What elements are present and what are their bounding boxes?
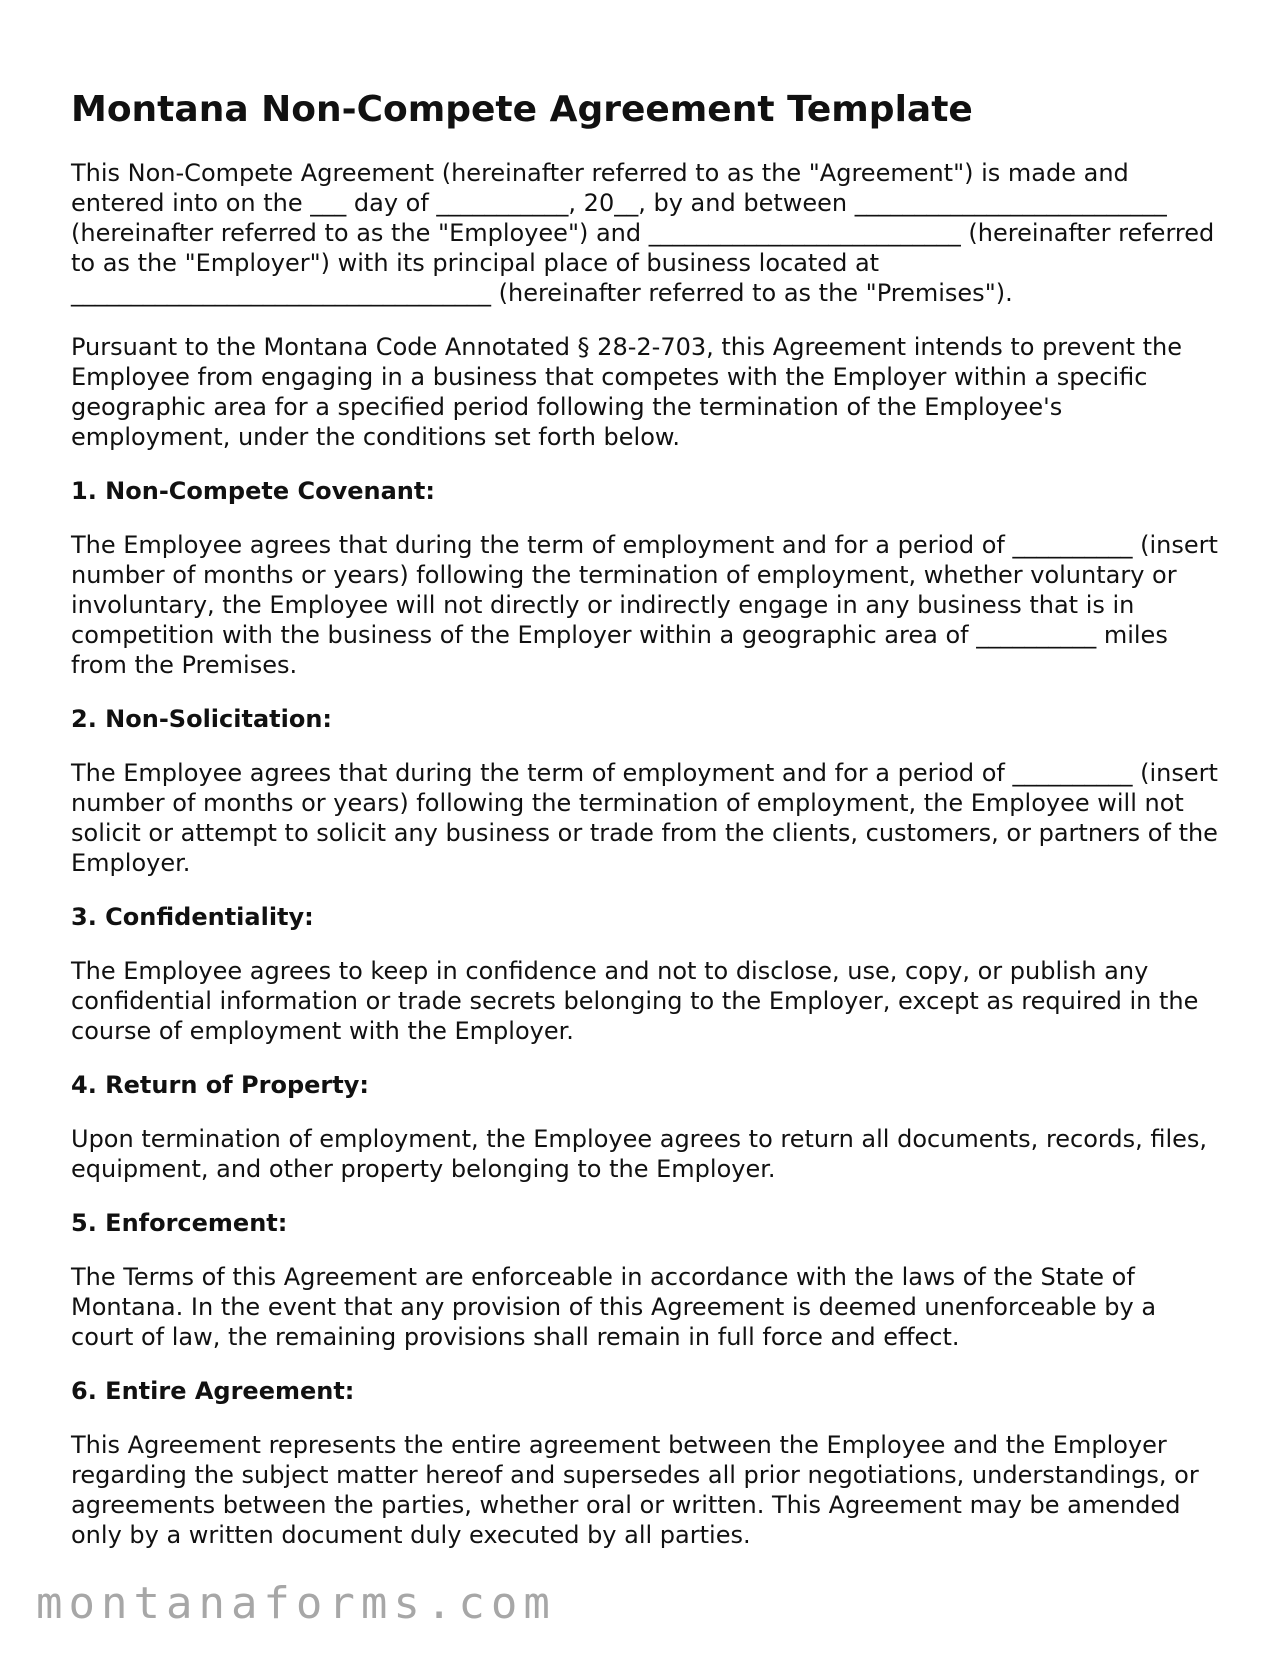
section-heading-enforcement: 5. Enforcement: — [71, 1209, 288, 1237]
intro-paragraph: This Non-Compete Agreement (hereinafter referred to as the "Agreement") is made and entered into on the ___ day of ___________, 20__, by and between __________________________ (hereinafter referred to as the "Employee") and __________________________ (hereinafter referred to as the "Employer") with its principal place of business located at ___________________________________ (hereinafter referred to as the "Premises"). — [71, 159, 1215, 307]
section-heading-return-of-property: 4. Return of Property: — [71, 1071, 369, 1099]
section-body-enforcement: The Terms of this Agreement are enforceable in accordance with the laws of the State of Montana. In the event that any provision of this Agreement is deemed unenforceable by a court of law, the remaining provisions shall remain in full force and effect. — [71, 1263, 1157, 1351]
section-body-non-compete: The Employee agrees that during the term of employment and for a period of __________ (insert number of months or years) following the termination of employment, whether voluntary or involuntary, the Employee will not directly or indirectly engage in any business that is in competition with the business of the Employer within a geographic area of __________ miles from the Premises. — [71, 531, 1218, 679]
section-heading-confidentiality: 3. Confidentiality: — [71, 903, 314, 931]
section-body-confidentiality: The Employee agrees to keep in confidence and not to disclose, use, copy, or publish any confidential information or trade secrets belonging to the Employer, except as required in the course of employment with the Employer. — [71, 957, 1199, 1045]
section-heading-non-compete: 1. Non-Compete Covenant: — [71, 477, 435, 505]
section-heading-non-solicitation: 2. Non-Solicitation: — [71, 705, 333, 733]
purpose-paragraph: Pursuant to the Montana Code Annotated § 28-2-703, this Agreement intends to prevent the Employee from engaging in a business that competes with the Employer within a specific geographic area for a specified period following the termination of the Employee's employment, under the conditions set forth below. — [71, 333, 1183, 451]
watermark: montanaforms.com — [36, 1578, 556, 1629]
section-body-return-of-property: Upon termination of employment, the Employee agrees to return all documents, records, files, equipment, and other property belonging to the Employer. — [71, 1125, 1208, 1183]
page-title: Montana Non-Compete Agreement Template — [71, 89, 973, 130]
section-heading-entire-agreement: 6. Entire Agreement: — [71, 1377, 355, 1405]
section-body-non-solicitation: The Employee agrees that during the term of employment and for a period of __________ (insert number of months or years) following the termination of employment, the Employee will not solicit or attempt to solicit any business or trade from the clients, customers, or partners of the Employer. — [71, 759, 1218, 877]
document-page — [71, 88, 1221, 1574]
section-body-entire-agreement: This Agreement represents the entire agreement between the Employee and the Employer regarding the subject matter hereof and supersedes all prior negotiations, understandings, or agreements between the parties, whether oral or written. This Agreement may be amended only by a written document duly executed by all parties. — [71, 1431, 1199, 1549]
